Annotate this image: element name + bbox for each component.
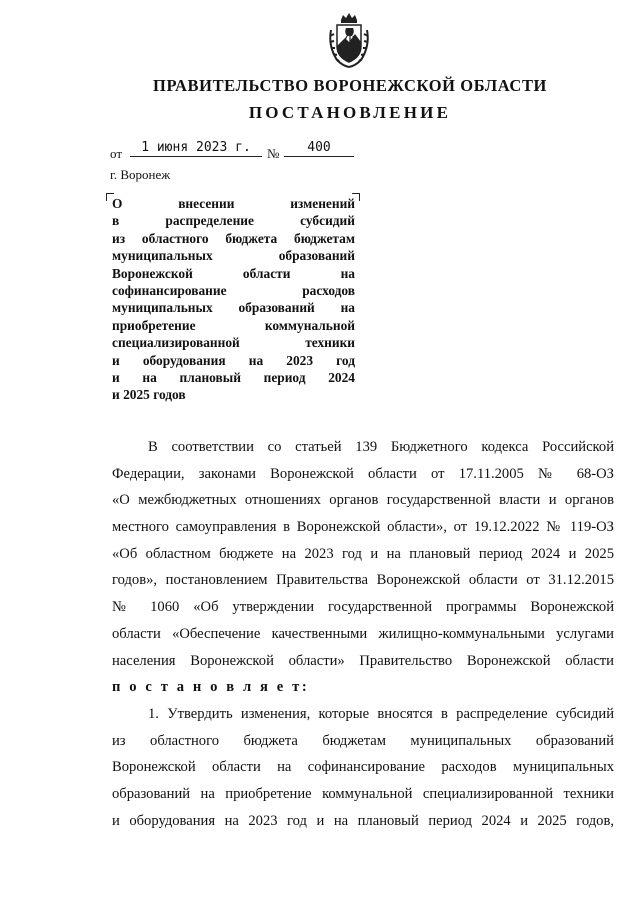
city-label: г. Воронеж bbox=[110, 167, 171, 182]
body-line: области «Обеспечение качественными жилищно-коммунальными услугами bbox=[112, 625, 614, 642]
subject-line: в распределение субсидий bbox=[112, 213, 355, 229]
body-line: «О межбюджетных отношениях органов государственной власти и органов bbox=[112, 492, 614, 509]
subject-line: О внесении изменений bbox=[112, 196, 355, 211]
date-value: 1 июня 2023 г. bbox=[130, 140, 262, 157]
date-label: от bbox=[110, 146, 123, 161]
subject-line: приобретение коммунальной bbox=[112, 317, 355, 333]
resolves-word: п о с т а н о в л я е т: bbox=[112, 679, 310, 696]
body-line: В соответствии со статьей 139 Бюджетного кодекса Российской bbox=[148, 439, 614, 455]
subject-line: софинансирование расходов bbox=[112, 282, 355, 298]
body-line: из областного бюджета бюджетам муниципальных образований bbox=[112, 732, 614, 749]
number-label: № bbox=[267, 146, 280, 161]
subject-line: и 2025 годов bbox=[112, 387, 186, 403]
subject-line: муниципальных образований bbox=[112, 248, 355, 264]
subject-line: Воронежской области на bbox=[112, 265, 355, 281]
subject-line: и оборудования на 2023 год bbox=[112, 352, 355, 368]
document-subject bbox=[112, 195, 355, 404]
subject-line: муниципальных образований на bbox=[112, 300, 355, 316]
body-line: и оборудования на 2023 год и на плановый период 2024 и 2025 годов, bbox=[112, 812, 614, 829]
body-line: 1. Утвердить изменения, которые вносятся в распределение субсидий bbox=[148, 705, 614, 722]
body-line: «Об областном бюджете на 2023 год и на плановый период 2024 и 2025 bbox=[112, 545, 614, 562]
document-body bbox=[112, 434, 614, 834]
number-value: 400 bbox=[284, 140, 354, 157]
body-line: Федерации, законами Воронежской области от 17.11.2005 № 68-ОЗ bbox=[112, 465, 614, 482]
body-line: образований на приобретение коммунальной специализированной техники bbox=[112, 785, 614, 802]
body-line: № 1060 «Об утверждении государственной программы Воронежской bbox=[112, 599, 614, 616]
body-line: местного самоуправления в Воронежской области», от 19.12.2022 № 119-ОЗ bbox=[112, 519, 614, 536]
body-line: населения Воронежской области» Правительство Воронежской области bbox=[112, 652, 614, 669]
body-line: годов», постановлением Правительства Воронежской области от 31.12.2015 bbox=[112, 572, 614, 589]
coat-of-arms-voronezh-icon bbox=[325, 12, 373, 70]
body-line: Воронежской области на софинансирование расходов муниципальных bbox=[112, 759, 614, 776]
subject-line: из областного бюджета бюджетам bbox=[112, 230, 355, 246]
subject-line: и на плановый период 2024 bbox=[112, 369, 355, 385]
document-type-title: ПОСТАНОВЛЕНИЕ bbox=[248, 103, 452, 122]
government-title: ПРАВИТЕЛЬСТВО ВОРОНЕЖСКОЙ ОБЛАСТИ bbox=[153, 76, 547, 95]
subject-line: специализированной техники bbox=[112, 335, 355, 351]
